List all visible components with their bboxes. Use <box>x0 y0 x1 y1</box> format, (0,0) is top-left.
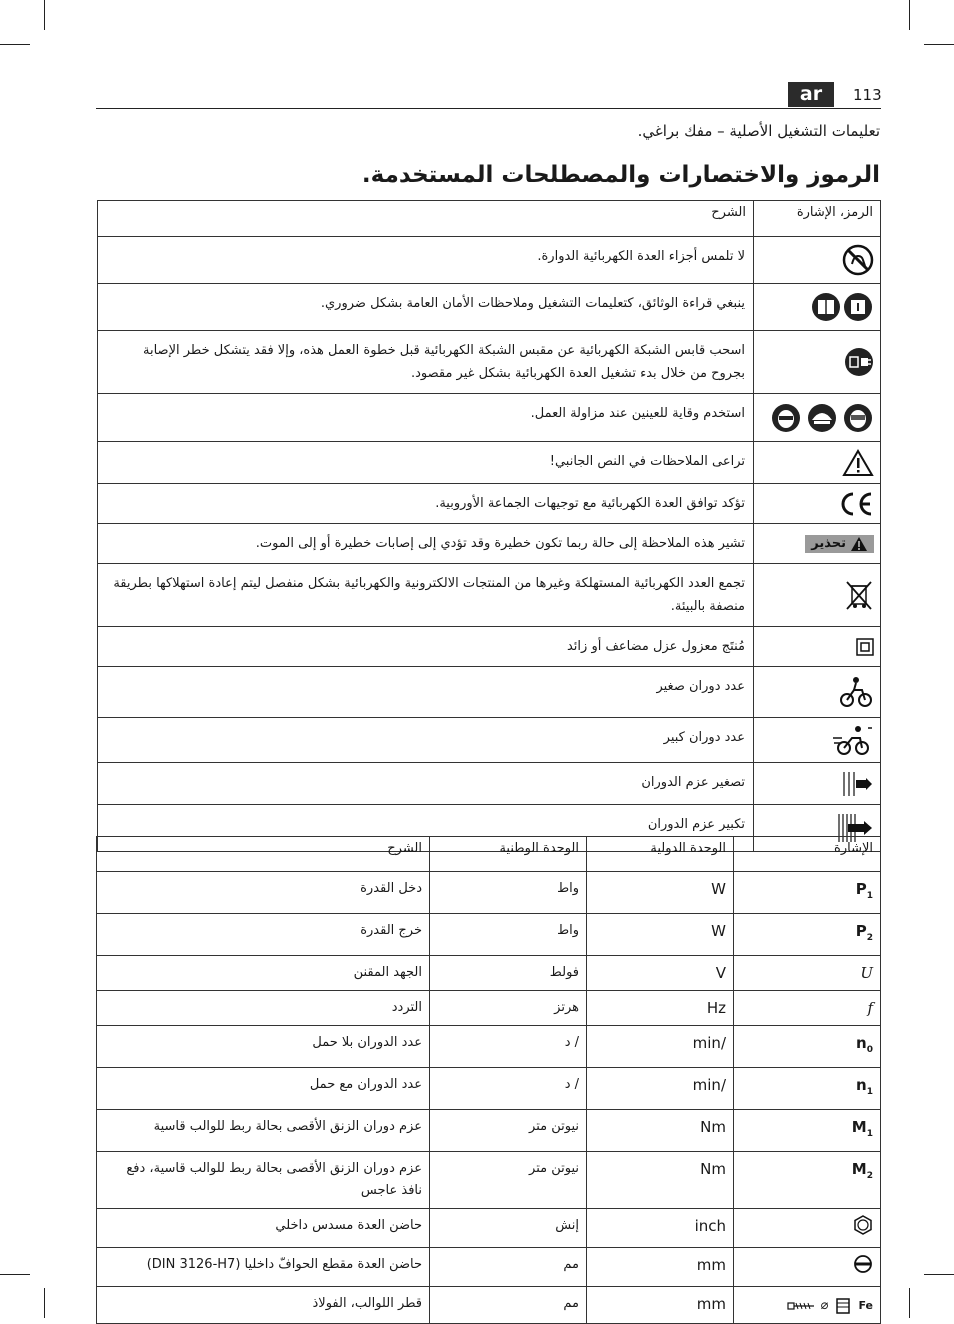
symbols-table <box>97 200 881 852</box>
sign-subscript: 1 <box>866 1087 873 1097</box>
unit-description: دخل القدرة <box>97 872 430 914</box>
low-speed-icon <box>838 674 874 710</box>
section-title: الرموز والاختصارات والمصطلحات المستخدمة. <box>361 162 880 188</box>
nat-unit-cell: مم <box>430 1248 587 1287</box>
sign-subscript: 1 <box>866 1129 873 1139</box>
sign-letter: n <box>856 1034 867 1052</box>
table-row <box>98 763 881 805</box>
unit-description: حاضن العدة مسدس داخلي <box>97 1209 430 1248</box>
ce-mark-icon <box>838 491 874 517</box>
unit-description: التردد <box>97 991 430 1026</box>
intl-unit-cell: inch <box>587 1209 734 1248</box>
sign-cell <box>734 1110 881 1152</box>
sign-letter: P <box>855 880 867 898</box>
crop-mark <box>924 1274 954 1275</box>
symbol-cell <box>754 331 881 394</box>
table-row <box>97 1152 881 1209</box>
sign-letter: P <box>855 922 867 940</box>
sign-cell <box>734 872 881 914</box>
col-symbol-header: الرمز، الإشارة <box>754 201 881 237</box>
intl-unit-cell: W <box>587 914 734 956</box>
crop-mark <box>0 44 30 45</box>
nat-unit-cell: هرتز <box>430 991 587 1026</box>
crop-mark <box>924 44 954 45</box>
symbol-description: تشير هذه الملاحظة إلى حالة ربما تكون خطيرة وقد تؤدي إلى إصابات خطيرة أو إلى الموت. <box>98 524 754 564</box>
table-row <box>97 1209 881 1248</box>
symbol-description: ينبغي قراءة الوثائق، كتعليمات التشغيل وملاحظات الأمان العامة بشكل ضروري. <box>98 284 754 331</box>
unit-description: قطر اللوالب، الفولاذ <box>97 1287 430 1324</box>
warning-badge-icon <box>805 535 874 553</box>
sign-subscript: 1 <box>866 891 873 901</box>
double-insulation-icon <box>856 638 874 656</box>
symbol-description: عدد دوران صغير <box>98 667 754 718</box>
nat-unit-cell: نيوتن متر <box>430 1152 587 1209</box>
nat-unit-cell: / د <box>430 1068 587 1110</box>
symbol-cell <box>754 442 881 484</box>
symbol-description: عدد دوران كبير <box>98 718 754 763</box>
sign-subscript: 2 <box>866 933 873 943</box>
weee-bin-icon <box>844 579 874 611</box>
unit-description: حاضن العدة مقطع الحوافّ داخليا (DIN 3126-H7) <box>97 1248 430 1287</box>
sign-subscript: 0 <box>866 1045 873 1055</box>
sign-cell <box>734 914 881 956</box>
table-row <box>97 1248 881 1287</box>
table-header-row <box>97 837 881 872</box>
diameter-symbol: ⌀ <box>820 1298 829 1313</box>
sign-letter: M <box>851 1160 867 1178</box>
col-desc-header: الشرح <box>98 201 754 237</box>
high-speed-icon <box>832 724 874 756</box>
sign-letter: n <box>856 1076 867 1094</box>
table-row <box>97 956 881 991</box>
symbol-description: تراعى الملاحظات في النص الجانبي! <box>98 442 754 484</box>
table-row <box>98 484 881 524</box>
table-row <box>98 442 881 484</box>
sign-cell <box>734 1152 881 1209</box>
crop-mark <box>909 1288 910 1318</box>
low-torque-icon <box>840 770 874 798</box>
table-row <box>97 1068 881 1110</box>
table-row <box>98 237 881 284</box>
intl-unit-cell: Nm <box>587 1110 734 1152</box>
protective-equipment-icon <box>770 402 874 434</box>
table-row <box>98 667 881 718</box>
table-row <box>98 524 881 564</box>
table-header-row <box>98 201 881 237</box>
table-row <box>98 718 881 763</box>
symbol-description: تجمع العدد الكهربائية المستهلكة وغيرها من المنتجات الالكترونية والكهربائية بشكل منفصل ليتم إعادة استهلاكها بطريقة منصفة بالبيئة. <box>98 564 754 627</box>
sign-cell <box>734 1209 881 1248</box>
intl-unit-cell: Hz <box>587 991 734 1026</box>
nat-unit-cell: إنش <box>430 1209 587 1248</box>
nat-unit-cell: / د <box>430 1026 587 1068</box>
sign-cell <box>734 991 881 1026</box>
sign-cell <box>734 956 881 991</box>
table-row <box>98 331 881 394</box>
crop-mark <box>44 0 45 30</box>
sign-cell <box>734 1068 881 1110</box>
header-rule <box>96 108 881 109</box>
intl-unit-cell: W <box>587 872 734 914</box>
hexagon-icon <box>853 1215 873 1235</box>
nat-unit-cell: مم <box>430 1287 587 1324</box>
sign-cell <box>734 1248 881 1287</box>
table-row <box>98 394 881 442</box>
intl-unit-cell: mm <box>587 1287 734 1324</box>
nat-unit-cell: فولط <box>430 956 587 991</box>
symbol-cell <box>754 284 881 331</box>
fe-label: Fe <box>858 1299 873 1312</box>
unit-description: عزم دوران الزنق الأقصى بحالة ربط للوالب قاسية <box>97 1110 430 1152</box>
warning-badge-label: تحذير <box>811 536 846 551</box>
symbol-cell <box>754 718 881 763</box>
read-instructions-icon <box>810 291 874 323</box>
nat-unit-cell: نيوتن متر <box>430 1110 587 1152</box>
unit-description: عزم دوران الزنق الأقصى بحالة ربط للوالب قاسية، دفع نافذ عاجس <box>97 1152 430 1209</box>
warning-triangle-icon <box>842 449 874 477</box>
collet-icon <box>853 1254 873 1274</box>
sign-letter: U <box>860 964 873 982</box>
no-touch-rotating-parts-icon <box>842 244 874 276</box>
table-row <box>97 1026 881 1068</box>
symbol-description: اسحب قابس الشبكة الكهربائية عن مقبس الشبكة الكهربائية قبل خطوة العمل هذه، وإلا فقد يتشكل خطر الإصابة بجروح من خلال بدء تشغيل العدة الكهربائية بشكل غير مقصود. <box>98 331 754 394</box>
symbol-cell <box>754 524 881 564</box>
unit-description: عدد الدوران مع حمل <box>97 1068 430 1110</box>
col-sign-header: الإشارة <box>734 837 881 872</box>
unit-description: عدد الدوران بلا حمل <box>97 1026 430 1068</box>
nat-unit-cell: واط <box>430 872 587 914</box>
sign-cell <box>734 1026 881 1068</box>
symbol-cell <box>754 763 881 805</box>
crop-mark <box>44 1288 45 1318</box>
table-row <box>97 1110 881 1152</box>
units-table <box>96 836 881 1324</box>
table-row <box>97 914 881 956</box>
unplug-mains-icon <box>844 347 874 377</box>
intl-unit-cell: /min <box>587 1068 734 1110</box>
table-row <box>97 991 881 1026</box>
page-number: 113 <box>853 86 882 104</box>
col-nat-header: الوحدة الوطنية <box>430 837 587 872</box>
intl-unit-cell: Nm <box>587 1152 734 1209</box>
symbol-cell <box>754 237 881 284</box>
table-row <box>98 284 881 331</box>
crop-mark <box>909 0 910 30</box>
unit-description: الجهد المقنن <box>97 956 430 991</box>
table-row <box>97 872 881 914</box>
symbol-description: استخدم وقاية للعينين عند مزاولة العمل. <box>98 394 754 442</box>
intl-unit-cell: V <box>587 956 734 991</box>
symbol-description: تصغير عزم الدوران <box>98 763 754 805</box>
symbol-description: لا تلمس أجزاء العدة الكهربائية الدوارة. <box>98 237 754 284</box>
col-intl-header: الوحدة الدولية <box>587 837 734 872</box>
intl-unit-cell: mm <box>587 1248 734 1287</box>
symbol-cell <box>754 564 881 627</box>
crop-mark <box>0 1274 30 1275</box>
sign-subscript: 2 <box>866 1171 873 1181</box>
intl-unit-cell: /min <box>587 1026 734 1068</box>
screw-diameter-fe-icon <box>787 1295 873 1317</box>
table-row <box>98 627 881 667</box>
symbol-description: تؤكد توافق العدة الكهربائية مع توجيهات الجماعة الأوروبية. <box>98 484 754 524</box>
document-subtitle: تعليمات التشغيل الأصلية – مفك براغي. <box>637 122 880 140</box>
sign-letter: f <box>867 999 873 1017</box>
language-badge: ar <box>788 82 834 107</box>
symbol-cell <box>754 627 881 667</box>
symbol-cell <box>754 394 881 442</box>
nat-unit-cell: واط <box>430 914 587 956</box>
symbol-description: تكبير عزم الدوران <box>98 805 754 852</box>
col-desc-header: الشرح <box>97 837 430 872</box>
symbol-cell <box>754 484 881 524</box>
symbol-description: مُنتَج معزول عزل مضاعف أو زائد <box>98 627 754 667</box>
symbol-cell <box>754 667 881 718</box>
sign-letter: M <box>851 1118 867 1136</box>
table-row <box>98 564 881 627</box>
unit-description: خرج القدرة <box>97 914 430 956</box>
